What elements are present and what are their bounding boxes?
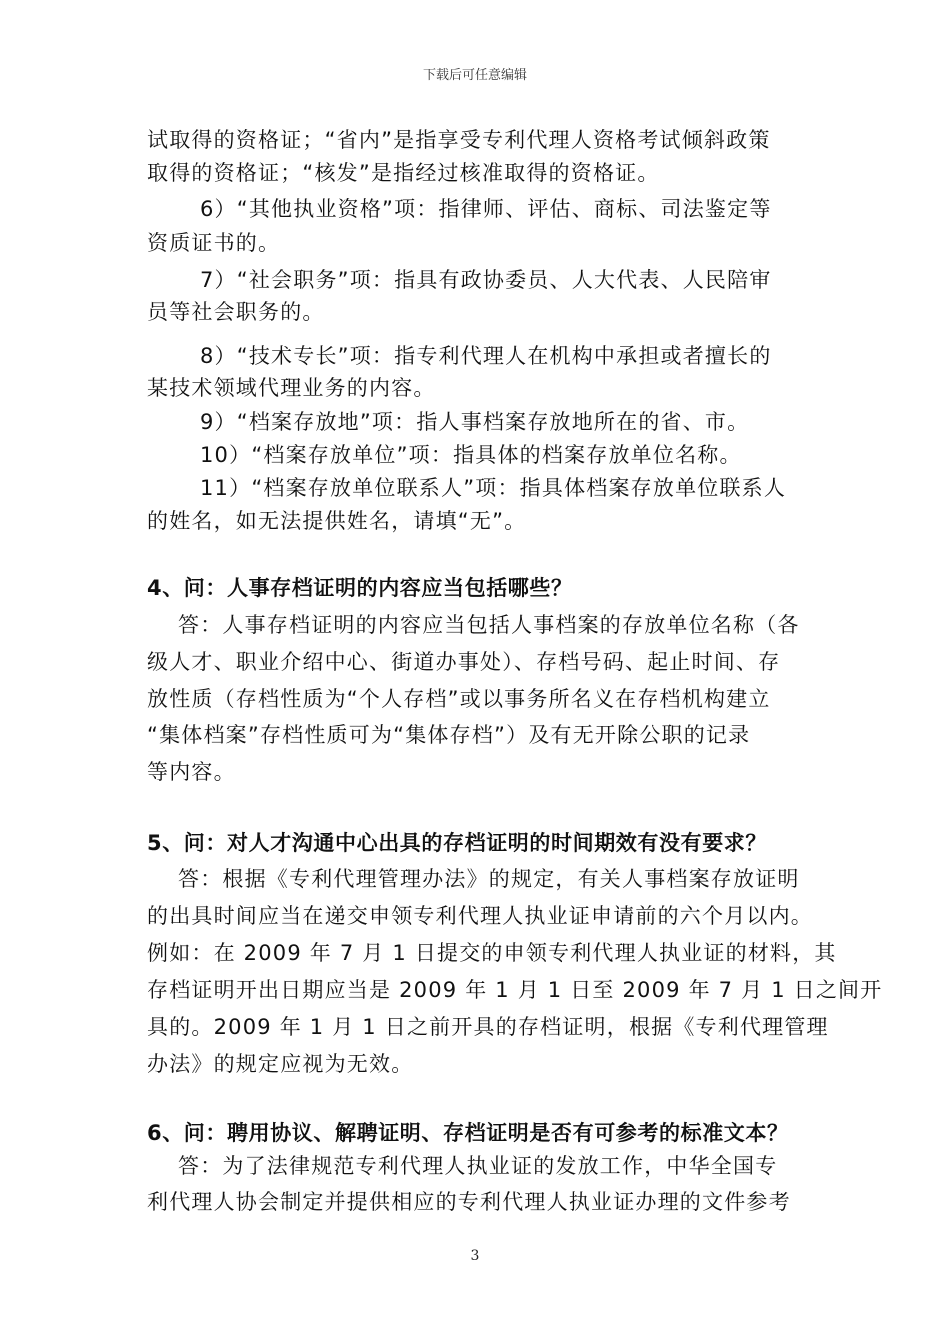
answer-line: 级人才、职业介绍中心、街道办事处）、存档号码、起止时间、存 [147,650,781,674]
answer-line: “集体档案”存档性质可为“集体存档”）及有无开除公职的记录 [147,723,751,747]
text-line: 8）“技术专长”项：指专利代理人在机构中承担或者擅长的 [200,344,772,368]
text-line: 11）“档案存放单位联系人”项：指具体档案存放单位联系人 [200,476,787,500]
question-heading: 4、问：人事存档证明的内容应当包括哪些？ [147,576,573,600]
question-heading: 5、问：对人才沟通中心出具的存档证明的时间期效有没有要求？ [147,831,768,855]
text-line: 7）“社会职务”项：指具有政协委员、人大代表、人民陪审 [200,268,772,292]
text-line: 9）“档案存放地”项：指人事档案存放地所在的省、市。 [200,410,750,434]
answer-line: 等内容。 [147,760,236,784]
text-line: 员等社会职务的。 [147,300,325,324]
answer-line: 答：为了法律规范专利代理人执业证的发放工作，中华全国专 [178,1154,778,1178]
answer-line: 答：根据《专利代理管理办法》的规定，有关人事档案存放证明 [178,867,800,891]
text-line: 某技术领域代理业务的内容。 [147,376,436,400]
answer-line: 办法》的规定应视为无效。 [147,1052,414,1076]
question-heading: 6、问：聘用协议、解聘证明、存档证明是否有可参考的标准文本？ [147,1121,789,1145]
page-number: 3 [470,1248,480,1264]
answer-line: 答：人事存档证明的内容应当包括人事档案的存放单位名称（各 [178,613,800,637]
text-line: 资质证书的。 [147,231,281,255]
answer-line: 利代理人协会制定并提供相应的专利代理人执业证办理的文件参考 [147,1190,791,1214]
answer-line: 放性质（存档性质为“个人存档”或以事务所名义在存档机构建立 [147,687,771,711]
answer-line: 存档证明开出日期应当是 2009 年 1 月 1 日至 2009 年 7 月 1 日之间开 [147,978,883,1002]
text-line: 10）“档案存放单位”项：指具体的档案存放单位名称。 [200,443,742,467]
answer-line: 具的。2009 年 1 月 1 日之前开具的存档证明，根据《专利代理管理 [147,1015,829,1039]
answer-line: 的出具时间应当在递交申领专利代理人执业证申请前的六个月以内。 [147,904,813,928]
text-line: 6）“其他执业资格”项：指律师、评估、商标、司法鉴定等 [200,197,772,221]
text-line: 的姓名，如无法提供姓名，请填“无”。 [147,509,527,533]
text-line: 取得的资格证；“核发”是指经过核准取得的资格证。 [147,161,660,185]
text-line: 试取得的资格证；“省内”是指享受专利代理人资格考试倾斜政策 [147,128,771,152]
answer-line: 例如：在 2009 年 7 月 1 日提交的申领专利代理人执业证的材料，其 [147,941,837,965]
header-note: 下载后可任意编辑 [422,68,527,83]
